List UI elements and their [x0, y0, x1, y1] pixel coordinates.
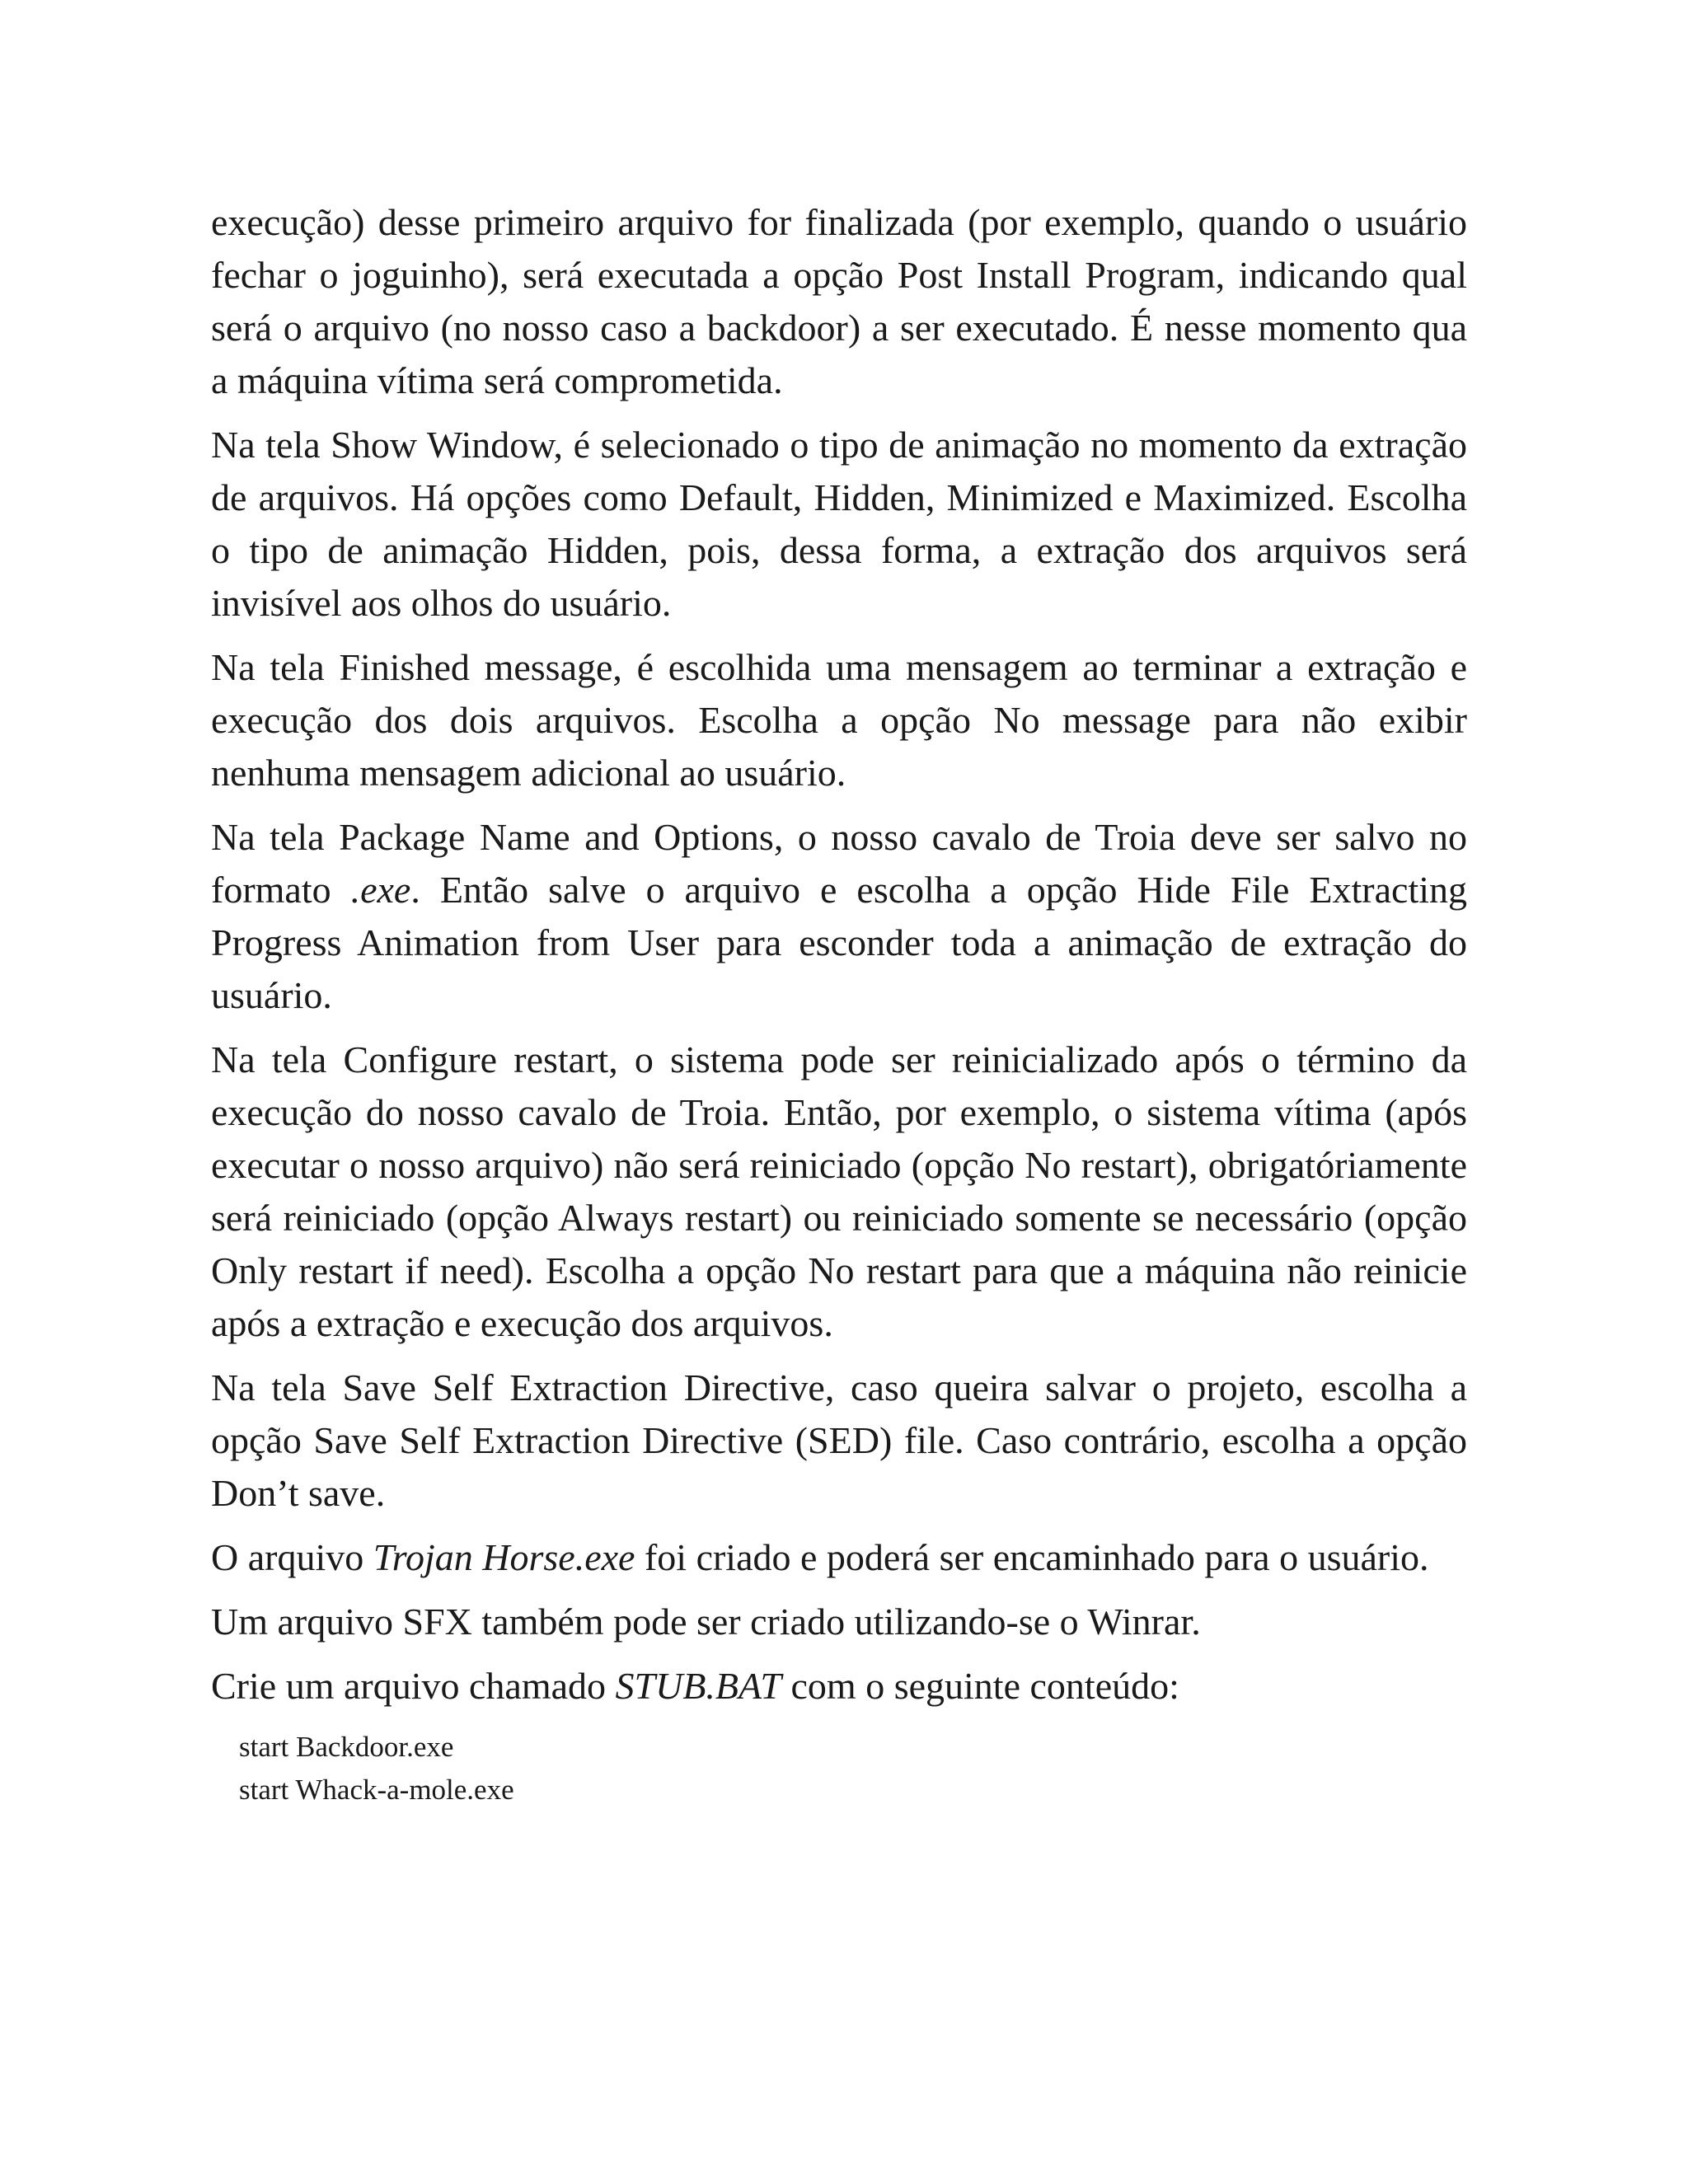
- text-segment: Crie um arquivo chamado: [211, 1665, 616, 1707]
- paragraph-package-name: [211, 811, 1467, 1022]
- paragraph-sfx-winrar: Um arquivo SFX também pode ser criado utilizando-se o Winrar.: [211, 1601, 1201, 1643]
- document-body: [211, 196, 1467, 1811]
- paragraph-trojan-created: [211, 1531, 1467, 1584]
- paragraph-configure-restart: Na tela Configure restart, o sistema pode ser reinicializado após o término da execução do nosso cavalo de Troia. Então, por exemplo, o sistema vítima (após executar o nosso arquivo) não será reiniciado (opção No restart), obrigatóriamente será reiniciado (opção Always restart) ou reiniciado somente se necessário (opção Only restart if need). Escolha a opção No restart para que a máquina não reinicie após a extração e execução dos arquivos.: [211, 1038, 1467, 1344]
- paragraph-save-directive: Na tela Save Self Extraction Directive, caso queira salvar o projeto, escolha a opção Save Self Extraction Directive (SED) file. Caso contrário, escolha a opção Don’t save.: [211, 1366, 1467, 1514]
- code-line: start Backdoor.exe: [239, 1731, 454, 1763]
- code-block: [239, 1726, 1467, 1811]
- text-segment: . Então salve o arquivo e escolha a opção Hide File Extracting Progress Animation from User para esconder toda a animação de extração do usuário.: [211, 869, 1467, 1016]
- text-segment: Na tela Package Name and Options, o nosso cavalo de Troia deve ser salvo no formato: [211, 816, 1467, 911]
- text-segment: O arquivo: [211, 1536, 373, 1578]
- italic-term: STUB.BAT: [615, 1665, 782, 1707]
- italic-term: Trojan Horse.exe: [373, 1536, 635, 1578]
- paragraph-finished-message: Na tela Finished message, é escolhida uma mensagem ao terminar a extração e execução dos dois arquivos. Escolha a opção No message para não exibir nenhuma mensagem adicional ao usuário.: [211, 646, 1467, 794]
- text-segment: foi criado e poderá ser encaminhado para o usuário.: [635, 1536, 1429, 1578]
- paragraph-show-window: Na tela Show Window, é selecionado o tipo de animação no momento da extração de arquivos. Há opções como Default, Hidden, Minimized e Maximized. Escolha o tipo de animação Hidden, pois, dessa forma, a extração dos arquivos será invisível aos olhos do usuário.: [211, 424, 1467, 624]
- code-line: start Whack-a-mole.exe: [239, 1774, 514, 1806]
- paragraph-create-stub: [211, 1660, 1467, 1713]
- italic-term: .exe: [350, 869, 411, 911]
- paragraph-post-install: execução) desse primeiro arquivo for finalizada (por exemplo, quando o usuário fechar o joguinho), será executada a opção Post Install Program, indicando qual será o arquivo (no nosso caso a backdoor) a ser executado. É nesse momento qua a máquina vítima será comprometida.: [211, 201, 1467, 401]
- text-segment: com o seguinte conteúdo:: [781, 1665, 1179, 1707]
